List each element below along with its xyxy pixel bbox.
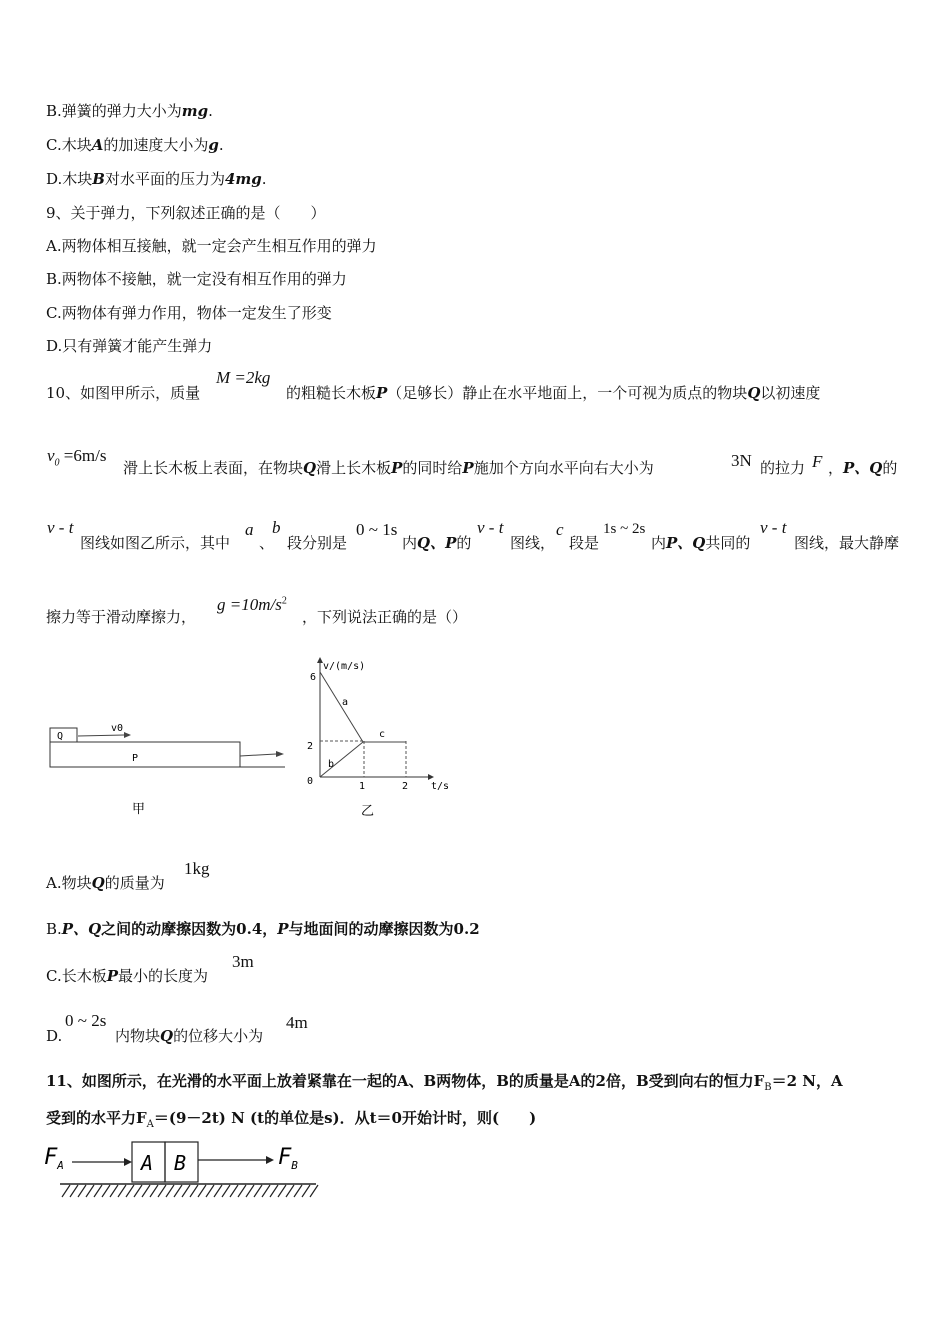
block-Q [50, 728, 77, 742]
math-var: g [208, 136, 219, 154]
q10-stem-text: 滑上长木板上表面，在物块Q滑上长木板P的同时给P施加个方向水平向右大小为 [123, 459, 654, 477]
force-arrow [240, 754, 276, 756]
q10-stem-text: ，下列说法正确的是（） [302, 608, 468, 626]
line-label-b: b [328, 759, 335, 770]
y-tick-6: 6 [310, 672, 317, 683]
hatch-mark [222, 1185, 230, 1197]
figure-caption-jia: 甲 [132, 802, 146, 817]
line-label-c: c [379, 729, 386, 740]
option-text: D. [46, 1027, 63, 1045]
q10-stem-text: 的粗糙长木板P（足够长）静止在水平地面上，一个可视为质点的物块Q以初速度 [286, 384, 821, 402]
var-b: b [272, 518, 281, 537]
time-range-2: 1s ~ 2s [603, 521, 646, 537]
hatch-mark [310, 1185, 318, 1197]
option-c-value: 3m [232, 952, 254, 971]
option-d-range: 0 ~ 2s [65, 1011, 107, 1030]
hatch-mark [166, 1185, 174, 1197]
var-Q: Q [747, 384, 761, 402]
vt-symbol: v - t [47, 518, 74, 537]
period: . [218, 136, 224, 154]
period: . [261, 170, 267, 188]
math-var: A [91, 136, 104, 154]
figure-jia [40, 710, 290, 830]
board-P-label: P [132, 753, 139, 764]
hatch-mark [246, 1185, 254, 1197]
v0-arrow [78, 735, 124, 736]
option-text: A.物块Q的质量为 [46, 874, 165, 892]
option-text: D.木块 [46, 170, 93, 188]
var-a: a [245, 520, 254, 539]
hatch-mark [134, 1185, 142, 1197]
hatch-mark [206, 1185, 214, 1197]
g-expression: $g =10m/s^2$ [217, 595, 287, 614]
q10-stem-text: 内P、Q共同的 [651, 534, 751, 552]
q10-stem-text: 图线， [510, 534, 556, 552]
hatch-mark [150, 1185, 158, 1197]
hatch-mark [158, 1185, 166, 1197]
q10-stem-text: 、 [259, 534, 275, 552]
hatch-mark [270, 1185, 278, 1197]
hatch-mark [118, 1185, 126, 1197]
math-var: mg [181, 102, 209, 120]
q10-stem-text: 段是 [569, 534, 600, 552]
q10-stem-text: 图线如图乙所示，其中 [80, 534, 231, 552]
hatch-mark [230, 1185, 238, 1197]
math-var: 4mg [224, 170, 262, 188]
label-FA: $F_A$ [44, 1145, 64, 1172]
option-text: B.弹簧的弹力大小为 [46, 102, 182, 120]
series-line-b [320, 742, 363, 777]
q10-stem-text: ，P、Q的 [828, 459, 898, 477]
period: . [208, 102, 213, 120]
x-tick-2: 2 [402, 781, 409, 792]
q11-figure [40, 1135, 330, 1205]
hatch-mark [62, 1185, 70, 1197]
v0-label: v0 [111, 723, 124, 734]
hatch-mark [70, 1185, 78, 1197]
option-text: 的加速度大小为 [103, 136, 209, 154]
option-d-value: 4m [286, 1013, 308, 1032]
ground-hatch [62, 1185, 318, 1197]
mass-expr-text: M =2kg [216, 368, 271, 387]
q10-stem-text: 图线，最大静摩 [794, 534, 900, 552]
q9-option-b: B.两物体不接触，就一定没有相互作用的弹力 [46, 270, 347, 288]
q8-option-d [46, 169, 267, 189]
figure-yi-vt-graph [300, 655, 460, 825]
mass-expression [216, 368, 270, 388]
y-axis-label: v/(m/s) [323, 661, 366, 672]
q10-stem-text: 内Q、P的 [402, 534, 472, 552]
arrow-FA-head [124, 1158, 132, 1166]
hatch-mark [126, 1185, 134, 1197]
v0-expression: $v_0 =6m/s$ [47, 446, 107, 469]
q10-stem-text: 擦力等于滑动摩擦力， [46, 608, 197, 626]
block-Q-label: Q [57, 731, 64, 742]
hatch-mark [94, 1185, 102, 1197]
arrow-FB-head [266, 1156, 274, 1164]
q9-option-c: C.两物体有弹力作用，物体一定发生了形变 [46, 304, 332, 322]
force-arrow-head [276, 751, 284, 757]
force-value: 3N [731, 451, 752, 470]
hatch-mark [174, 1185, 182, 1197]
math-var: B [92, 170, 105, 188]
hatch-mark [198, 1185, 206, 1197]
hatch-mark [254, 1185, 262, 1197]
hatch-mark [238, 1185, 246, 1197]
hatch-mark [86, 1185, 94, 1197]
x-tick-1: 1 [359, 781, 366, 792]
hatch-mark [278, 1185, 286, 1197]
q10-stem-text: 段分别是 [287, 534, 348, 552]
block-A-label: A [141, 1151, 154, 1175]
block-B-label: B [174, 1151, 187, 1175]
var-c: c [556, 520, 564, 539]
y-tick-0: 0 [307, 776, 314, 787]
q9-option-a: A.两物体相互接触，就一定会产生相互作用的弹力 [46, 237, 377, 255]
var-F: F [812, 452, 823, 471]
hatch-mark [286, 1185, 294, 1197]
x-axis-arrow [428, 774, 434, 780]
q10-stem-text: 10、如图甲所示，质量 [46, 384, 201, 402]
hatch-mark [262, 1185, 270, 1197]
hatch-mark [110, 1185, 118, 1197]
hatch-mark [190, 1185, 198, 1197]
q10-option-b: B.P、Q之间的动摩擦因数为0.4，P与地面间的动摩擦因数为0.2 [46, 920, 480, 938]
q11-stem-line-2: 受到的水平力$F_A=(9-2t)$ N (t的单位是s)．从t＝0开始计时，则( ) [46, 1109, 537, 1130]
line-label-a: a [342, 697, 349, 708]
option-text: C.木块 [46, 136, 92, 154]
var-P: P [376, 384, 388, 402]
x-axis-label: t/s [431, 781, 450, 792]
hatch-mark [142, 1185, 150, 1197]
hatch-mark [214, 1185, 222, 1197]
hatch-mark [302, 1185, 310, 1197]
q10-stem-text: 的拉力 [760, 459, 806, 477]
time-range-1: 0 ~ 1s [356, 520, 398, 539]
option-a-value: 1kg [184, 859, 210, 878]
hatch-mark [102, 1185, 110, 1197]
option-text: 内物块Q的位移大小为 [115, 1027, 264, 1045]
q8-option-c [46, 135, 224, 155]
option-text: C.长木板P最小的长度为 [46, 967, 209, 985]
q8-option-b [46, 101, 213, 121]
hatch-mark [78, 1185, 86, 1197]
option-text: 对水平面的压力为 [104, 170, 225, 188]
q9-option-d: D.只有弹簧才能产生弹力 [46, 337, 213, 355]
hatch-mark [182, 1185, 190, 1197]
y-tick-2: 2 [307, 741, 314, 752]
vt-symbol: v - t [760, 518, 787, 537]
var-PQ: P、Q [61, 920, 102, 938]
v0-arrow-head [124, 732, 131, 738]
hatch-mark [294, 1185, 302, 1197]
var-P: P [277, 920, 289, 938]
board-P [50, 742, 240, 767]
q9-stem: 9、关于弹力，下列叙述正确的是（ ） [46, 204, 326, 222]
label-FB: $F_B$ [278, 1145, 298, 1172]
q11-stem-line-1: 11、如图所示，在光滑的水平面上放着紧靠在一起的A、B两物体，B的质量是A的2倍，B受到向右的恒力$F_B=2$ N，A [46, 1072, 843, 1093]
vt-symbol: v - t [477, 518, 504, 537]
figure-caption-yi: 乙 [361, 804, 375, 819]
